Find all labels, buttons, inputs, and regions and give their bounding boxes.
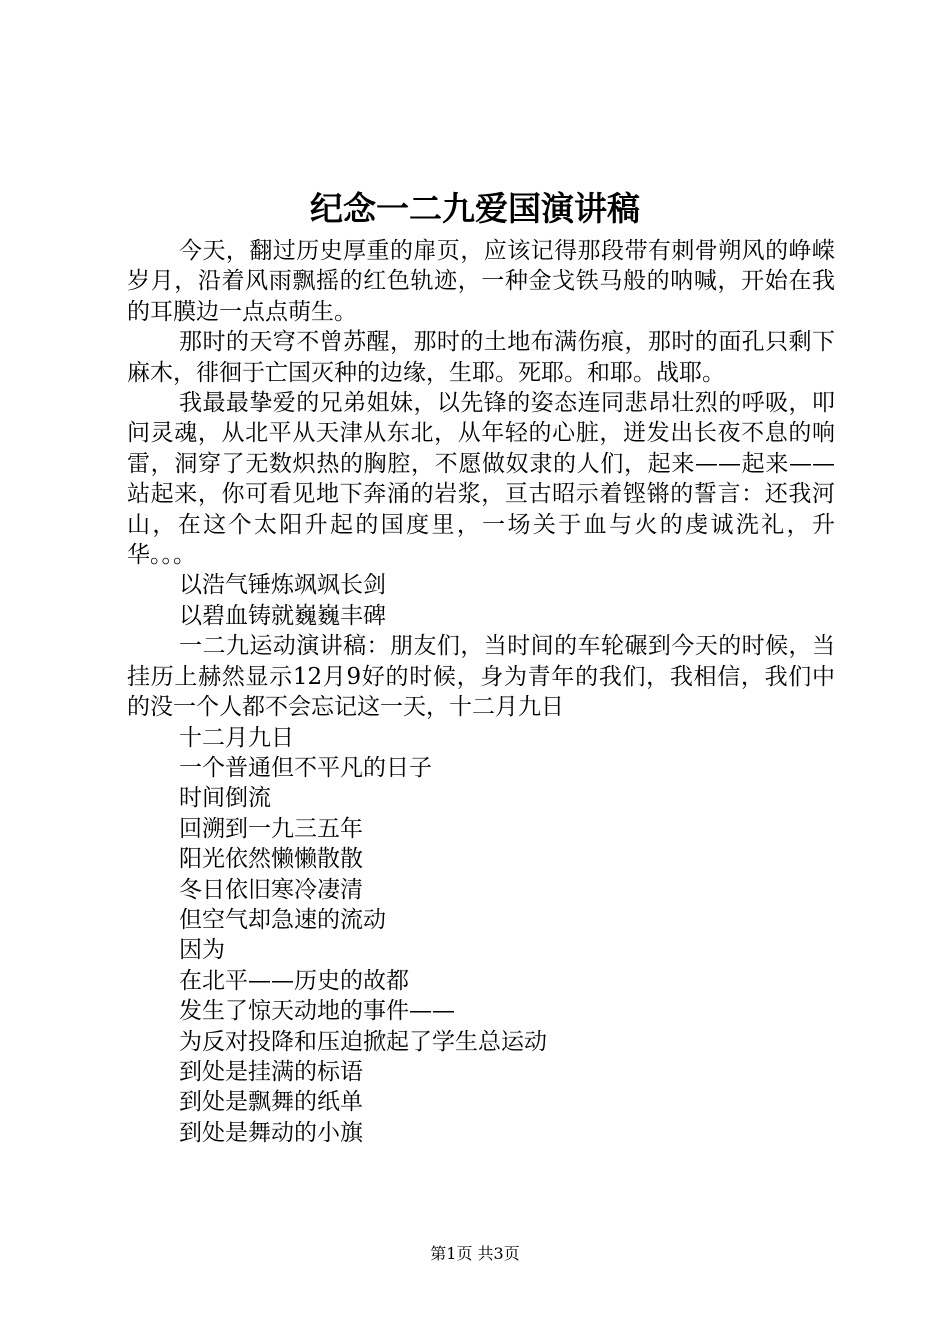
verse-line: 到处是舞动的小旗 [179, 1119, 363, 1146]
paragraph: 我最最挚爱的兄弟姐妹，以先锋的姿态连同悲昂壮烈的呼吸，叩问灵魂，从北平从天津从东北，从年轻的心脏，迸发出长夜不息的响雷，洞穿了无数炽热的胸腔，不愿做奴隶的人们，起来——起来——站起来，你可看见地下奔涌的岩浆，亘古昭示着铿锵的誓言：还我河山，在这个太阳升起的国度里，一场关于血与火的虔诚洗礼，升华。。。 [127, 390, 835, 569]
verse-line: 冬日依旧寒冷凄清 [179, 876, 363, 903]
verse-line: 阳光依然懒懒散散 [179, 846, 363, 873]
document-body [127, 236, 835, 1148]
verse-line: 一个普通但不平凡的日子 [179, 754, 432, 781]
verse-line: 在北平——历史的故都 [179, 967, 409, 994]
verse-line: 十二月九日 [179, 724, 294, 751]
verse-line: 时间倒流 [179, 785, 271, 812]
paragraph: 今天，翻过历史厚重的扉页，应该记得那段带有刺骨朔风的峥嵘岁月，沿着风雨飘摇的红色轨迹，一种金戈铁马般的呐喊，开始在我的耳膜边一点点萌生。 [127, 238, 835, 325]
verse-line: 为反对投降和压迫掀起了学生总运动 [179, 1028, 547, 1055]
document-title: 纪念一二九爱国演讲稿 [310, 189, 640, 228]
verse-line: 发生了惊天动地的事件—— [179, 998, 455, 1025]
verse-line: 但空气却急速的流动 [179, 906, 386, 933]
verse-line: 以浩气锤炼飒飒长剑 [179, 572, 386, 599]
verse-line: 因为 [179, 937, 225, 964]
verse-line: 回溯到一九三五年 [179, 815, 363, 842]
verse-line: 以碧血铸就巍巍丰碑 [179, 602, 386, 629]
paragraph: 那时的天穹不曾苏醒，那时的土地布满伤痕，那时的面孔只剩下麻木，徘徊于亡国灭种的边缘，生耶。死耶。和耶。战耶。 [127, 329, 835, 386]
verse-line: 到处是飘舞的纸单 [179, 1089, 363, 1116]
paragraph: 一二九运动演讲稿：朋友们，当时间的车轮碾到今天的时候，当挂历上赫然显示12月9好的时候，身为青年的我们，我相信，我们中的没一个人都不会忘记这一天，十二月九日 [127, 633, 835, 721]
page-number-footer: 第1页 共3页 [430, 1244, 520, 1263]
verse-line: 到处是挂满的标语 [179, 1058, 363, 1085]
